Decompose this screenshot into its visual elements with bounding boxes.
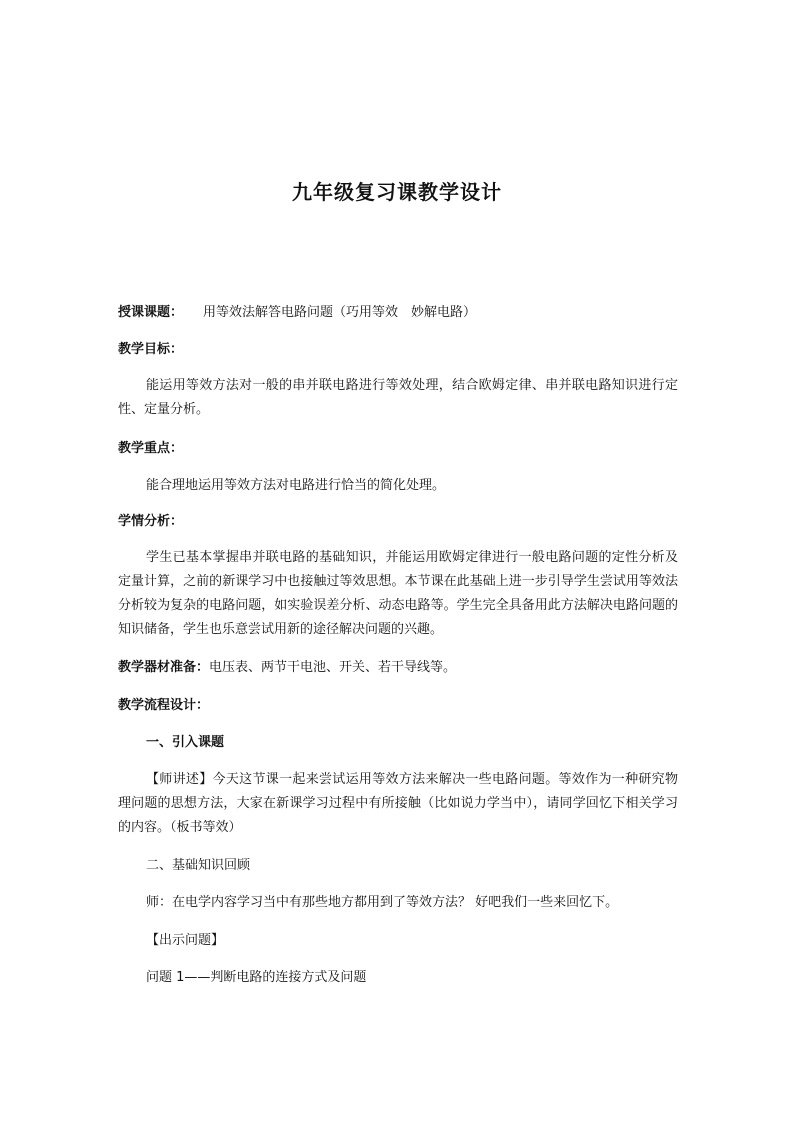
materials-line bbox=[118, 656, 456, 680]
key-points-heading: 教学重点： bbox=[118, 441, 184, 456]
intro-paragraph: 【师讲述】今天这节课一起来尝试运用等效方法来解决一些电路问题。等效作为一种研究物理问题的思想方法，大家在新课学习过程中有所接触（比如说力学当中），请同学回忆下相关学习的内容。（板书等效） bbox=[118, 772, 678, 835]
problem-1-line: 问题 1——判断电路的连接方式及问题 bbox=[146, 970, 367, 985]
document-title: 九年级复习课教学设计 bbox=[292, 180, 502, 204]
teacher-question-line: 师：在电学内容学习当中有那些地方都用到了等效方法？ 好吧我们一些来回忆下。 bbox=[146, 895, 619, 910]
lesson-topic-line bbox=[118, 301, 476, 325]
key-points-paragraph: 能合理地运用等效方法对电路进行恰当的简化处理。 bbox=[146, 478, 446, 493]
flow-heading: 教学流程设计： bbox=[118, 698, 210, 713]
section-review-heading: 二、基础知识回顾 bbox=[146, 858, 251, 873]
section-intro-heading: 一、引入课题 bbox=[146, 735, 225, 750]
lesson-topic-label: 授课课题： bbox=[118, 305, 184, 320]
analysis-paragraph: 学生已基本掌握串并联电路的基础知识，并能运用欧姆定律进行一般电路问题的定性分析及定量计算，之前的新课学习中也接触过等效思想。本节课在此基础上进一步引导学生尝试用等效法分析较为复杂的电路问题，如实验误差分析、动态电路等。学生完全具备用此方法解决电路问题的知识储备，学生也乐意尝试用新的途径解决问题的兴趣。 bbox=[118, 550, 678, 637]
goals-paragraph: 能运用等效方法对一般的串并联电路进行等效处理，结合欧姆定律、串并联电路知识进行定性、定量分析。 bbox=[118, 378, 678, 417]
goals-heading: 教学目标： bbox=[118, 342, 184, 357]
analysis-heading: 学情分析： bbox=[118, 514, 184, 529]
materials-label: 教学器材准备： bbox=[118, 660, 210, 675]
materials-value: 电压表、两节干电池、开关、若干导线等。 bbox=[209, 660, 457, 675]
lesson-topic-value: 用等效法解答电路问题（巧用等效 妙解电路） bbox=[203, 305, 477, 320]
show-problem-line: 【出示问题】 bbox=[146, 933, 225, 948]
